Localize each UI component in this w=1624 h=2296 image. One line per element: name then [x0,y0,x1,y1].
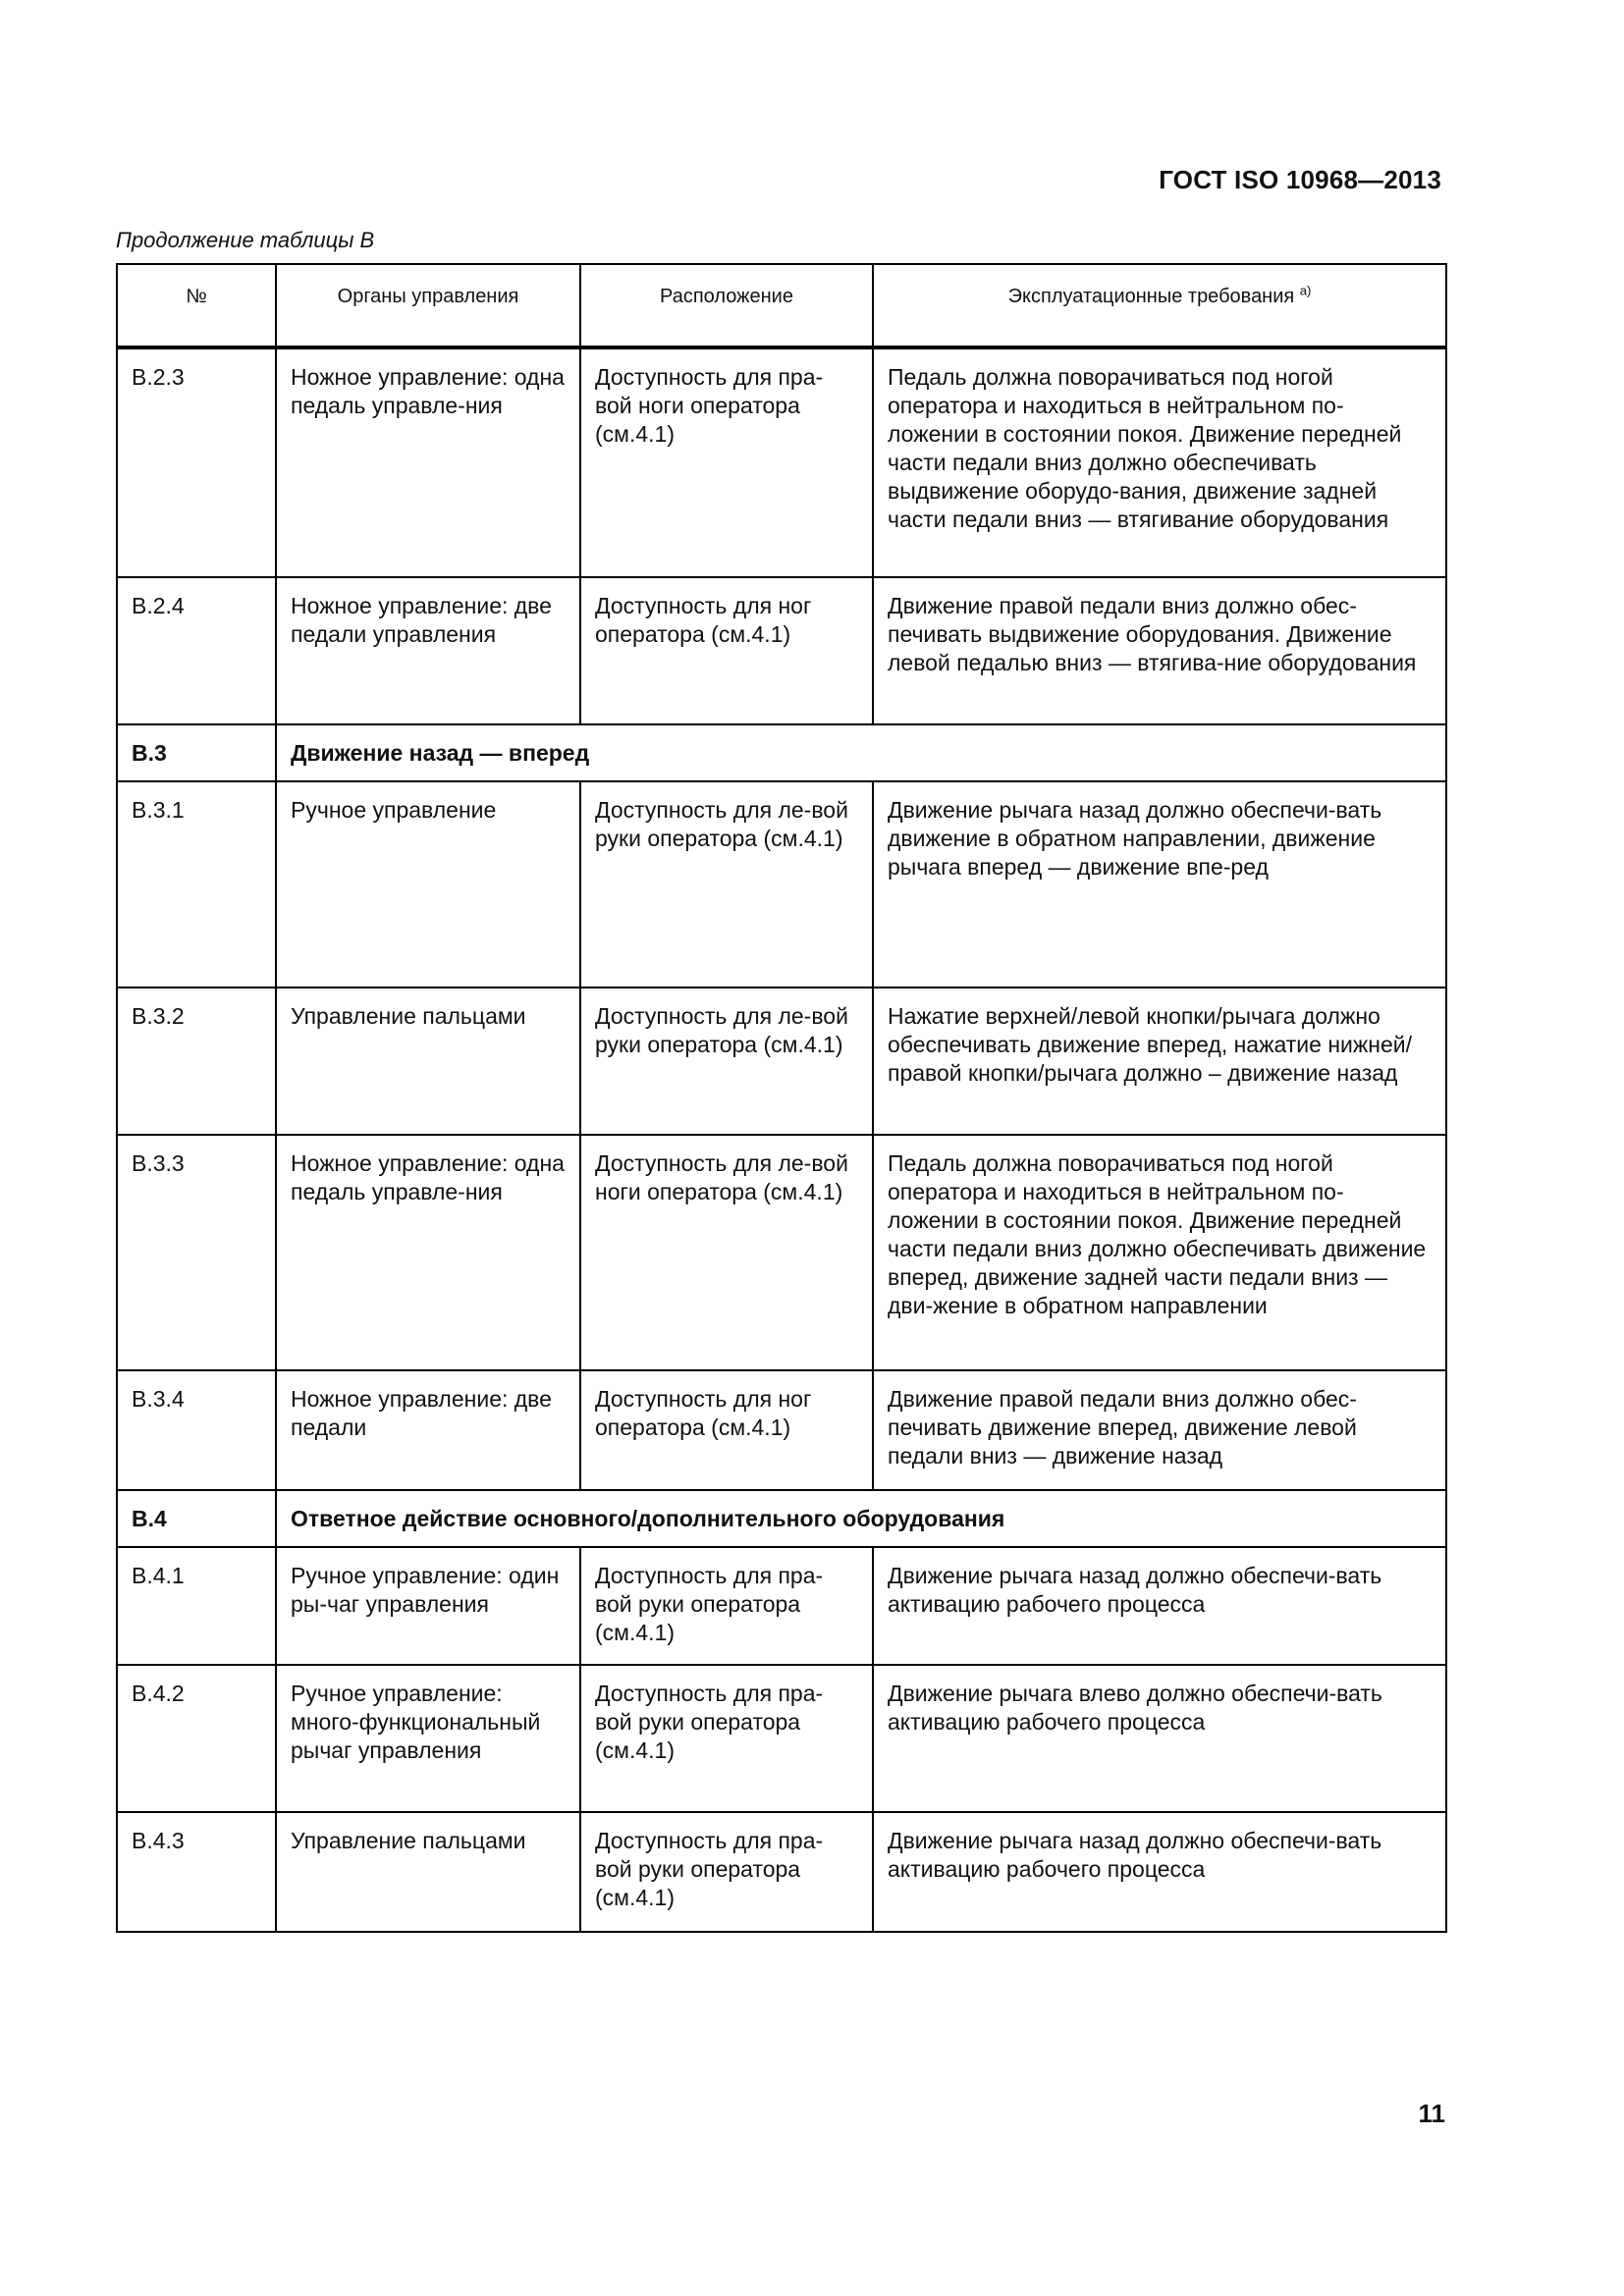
row-requirements: Движение рычага влево должно обеспечи-вать активацию рабочего процесса [873,1665,1446,1812]
row-requirements: Движение рычага назад должно обеспечи-вать активацию рабочего процесса [873,1812,1446,1932]
row-requirements: Движение правой педали вниз должно обес-печивать движение вперед, движение левой педали вниз — движение назад [873,1370,1446,1490]
row-num: В.3.2 [117,988,276,1135]
row-num: В.4.3 [117,1812,276,1932]
section-title: Движение назад — вперед [276,724,1446,781]
footnote-marker: а) [1299,283,1312,298]
row-num: В.3.1 [117,781,276,988]
row-requirements: Движение рычага назад должно обеспечи-вать активацию рабочего процесса [873,1547,1446,1665]
row-requirements: Педаль должна поворачиваться под ногой оператора и находиться в нейтральном по-ложении в состоянии покоя. Движение передней части педали вниз должно обеспечивать выдвижение оборудо-вания, движение задней части педали вниз — втягивание оборудования [873,347,1446,577]
row-requirements: Движение рычага назад должно обеспечи-вать движение в обратном направлении, движение рычага вперед — движение впе-ред [873,781,1446,988]
section-row [117,1490,1446,1547]
row-controls: Ножное управление: две педали управления [276,577,580,724]
row-location: Доступность для ле-вой руки оператора (см.4.1) [580,988,873,1135]
section-num: В.3 [117,724,276,781]
row-controls: Управление пальцами [276,1812,580,1932]
column-header-num: № [117,264,276,347]
section-num: В.4 [117,1490,276,1547]
row-controls: Ножное управление: одна педаль управле-ния [276,1135,580,1370]
document-code: ГОСТ ISO 10968—2013 [1159,165,1441,194]
row-requirements: Движение правой педали вниз должно обес-печивать выдвижение оборудования. Движение левой педалью вниз — втягива-ние оборудования [873,577,1446,724]
row-location: Доступность для пра-вой руки оператора (см.4.1) [580,1665,873,1812]
row-controls: Ручное управление [276,781,580,988]
row-num: В.2.4 [117,577,276,724]
row-location: Доступность для пра-вой руки оператора (см.4.1) [580,1547,873,1665]
table-row [117,781,1446,988]
section-title: Ответное действие основного/дополнительного оборудования [276,1490,1446,1547]
row-location: Доступность для ле-вой руки оператора (см.4.1) [580,781,873,988]
table-row [117,1370,1446,1490]
row-location: Доступность для ле-вой ноги оператора (см.4.1) [580,1135,873,1370]
table-row [117,1665,1446,1812]
page-number: 11 [1418,2099,1445,2128]
column-header-controls: Органы управления [276,264,580,347]
row-num: В.4.1 [117,1547,276,1665]
column-header-requirements: Эксплуатационные требования $^{а)}$ [873,264,1446,347]
table-row [117,347,1446,577]
column-header-location: Расположение [580,264,873,347]
row-location: Доступность для пра-вой руки оператора (см.4.1) [580,1812,873,1932]
section-row [117,724,1446,781]
table-row [117,1547,1446,1665]
spec-table [116,263,1447,1933]
row-num: В.3.4 [117,1370,276,1490]
table-row [117,577,1446,724]
row-controls: Ножное управление: одна педаль управле-ния [276,347,580,577]
table-header-row [117,264,1446,347]
row-controls: Ножное управление: две педали [276,1370,580,1490]
row-requirements: Нажатие верхней/левой кнопки/рычага должно обеспечивать движение вперед, нажатие нижней/ правой кнопки/рычага должно – движение назад [873,988,1446,1135]
row-location: Доступность для ног оператора (см.4.1) [580,577,873,724]
row-num: В.4.2 [117,1665,276,1812]
row-controls: Ручное управление: один ры-чаг управления [276,1547,580,1665]
row-controls: Ручное управление: много-функциональный рычаг управления [276,1665,580,1812]
row-location: Доступность для ног оператора (см.4.1) [580,1370,873,1490]
table-caption: Продолжение таблицы В [116,228,375,252]
row-num: В.3.3 [117,1135,276,1370]
row-location: Доступность для пра-вой ноги оператора (см.4.1) [580,347,873,577]
table-row [117,1135,1446,1370]
row-num: В.2.3 [117,347,276,577]
table-row [117,988,1446,1135]
row-controls: Управление пальцами [276,988,580,1135]
table-row [117,1812,1446,1932]
row-requirements: Педаль должна поворачиваться под ногой оператора и находиться в нейтральном по-ложении в состоянии покоя. Движение передней части педали вниз должно обеспечивать движение вперед, движение задней части педали вниз — дви-жение в обратном направлении [873,1135,1446,1370]
